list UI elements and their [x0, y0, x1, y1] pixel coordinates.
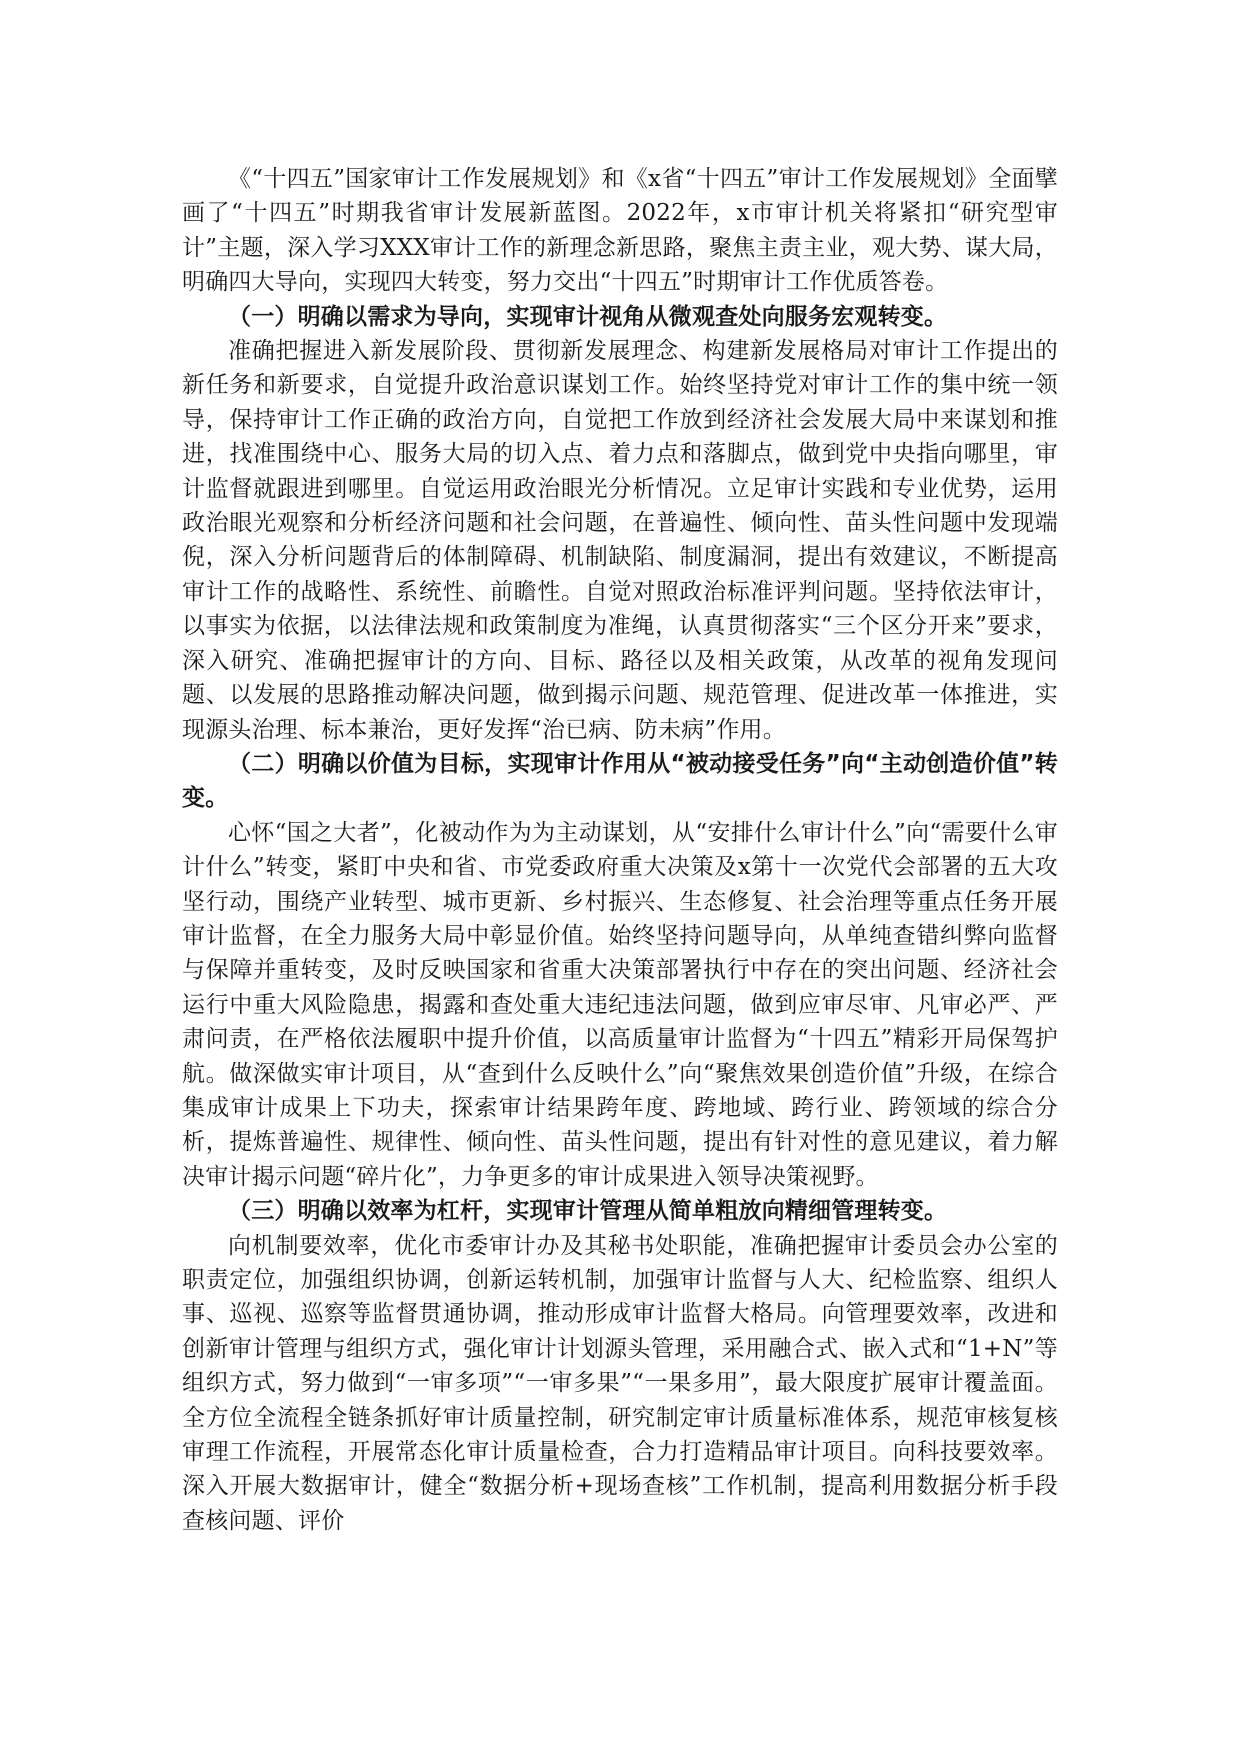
section-1-heading: （一）明确以需求为导向，实现审计视角从微观查处向服务宏观转变。	[228, 303, 948, 330]
section-1-body: 准确把握进入新发展阶段、贯彻新发展理念、构建新发展格局对审计工作提出的新任务和新要求，自觉提升政治意识谋划工作。始终坚持党对审计工作的集中统一领导，保持审计工作正确的政治方向，自觉把工作放到经济社会发展大局中来谋划和推进，找准围绕中心、服务大局的切入点、着力点和落脚点，做到党中央指向哪里，审计监督就跟进到哪里。自觉运用政治眼光分析情况。立足审计实践和专业优势，运用政治眼光观察和分析经济问题和社会问题，在普遍性、倾向性、苗头性问题中发现端倪，深入分析问题背后的体制障碍、机制缺陷、制度漏洞，提出有效建议，不断提高审计工作的战略性、系统性、前瞻性。自觉对照政治标准评判问题。坚持依法审计，以事实为依据，以法律法规和政策制度为准绳，认真贯彻落实“三个区分开来”要求，深入研究、准确把握审计的方向、目标、路径以及相关政策，从改革的视角发现问题、以发展的思路推动解决问题，做到揭示问题、规范管理、促进改革一体推进，实现源头治理、标本兼治，更好发挥“治已病、防未病”作用。	[182, 338, 1058, 743]
section-3-body: 向机制要效率，优化市委审计办及其秘书处职能，准确把握审计委员会办公室的职责定位，加强组织协调，创新运转机制，加强审计监督与人大、纪检监察、组织人事、巡视、巡察等监督贯通协调，推动形成审计监督大格局。向管理要效率，改进和创新审计管理与组织方式，强化审计计划源头管理，采用融合式、嵌入式和“1+N”等组织方式，努力做到“一审多项”“一审多果”“一果多用”，最大限度扩展审计覆盖面。全方位全流程全链条抓好审计质量控制，研究制定审计质量标准体系，规范审核复核审理工作流程，开展常态化审计质量检查，合力打造精品审计项目。向科技要效率。深入开展大数据审计，健全“数据分析+现场查核”工作机制，提高利用数据分析手段查核问题、评价	[182, 1232, 1058, 1534]
document-page	[182, 162, 1058, 1538]
intro-paragraph: 《“十四五”国家审计工作发展规划》和《x省“十四五”审计工作发展规划》全面擘画了“十四五”时期我省审计发展新蓝图。2022年，x市审计机关将紧扣“研究型审计”主题，深入学习XXX审计工作的新理念新思路，聚焦主责主业，观大势、谋大局，明确四大导向，实现四大转变，努力交出“十四五”时期审计工作优质答卷。	[182, 166, 1058, 296]
section-2-heading: （二）明确以价值为目标，实现审计作用从“被动接受任务”向“主动创造价值”转变。	[182, 750, 1058, 812]
section-3-heading: （三）明确以效率为杠杆，实现审计管理从简单粗放向精细管理转变。	[228, 1198, 948, 1225]
section-2-body: 心怀“国之大者”，化被动作为为主动谋划，从“安排什么审计什么”向“需要什么审计什么”转变，紧盯中央和省、市党委政府重大决策及x第十一次党代会部署的五大攻坚行动，围绕产业转型、城市更新、乡村振兴、生态修复、社会治理等重点任务开展审计监督，在全力服务大局中彰显价值。始终坚持问题导向，从单纯查错纠弊向监督与保障并重转变，及时反映国家和省重大决策部署执行中存在的突出问题、经济社会运行中重大风险隐患，揭露和查处重大违纪违法问题，做到应审尽审、凡审必严、严肃问责，在严格依法履职中提升价值，以高质量审计监督为“十四五”精彩开局保驾护航。做深做实审计项目，从“查到什么反映什么”向“聚焦效果创造价值”升级，在综合集成审计成果上下功夫，探索审计结果跨年度、跨地域、跨行业、跨领域的综合分析，提炼普遍性、规律性、倾向性、苗头性问题，提出有针对性的意见建议，着力解决审计揭示问题“碎片化”，力争更多的审计成果进入领导决策视野。	[182, 819, 1058, 1190]
